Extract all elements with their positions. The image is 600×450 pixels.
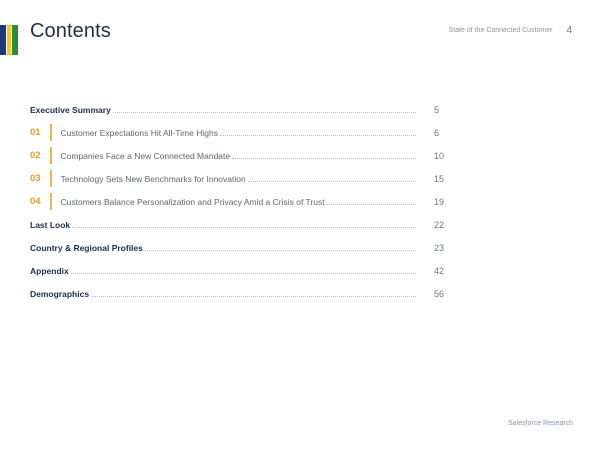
toc-entry-country-regional-profiles[interactable] [30, 236, 452, 259]
toc-entry-page: 23 [434, 242, 445, 253]
chapter-divider [50, 193, 52, 210]
toc-entry-chapter-01[interactable] [30, 121, 452, 144]
dot-leader [91, 296, 416, 297]
chapter-number: 03 [30, 173, 41, 184]
toc-entry-page: 10 [434, 150, 445, 161]
dot-leader [232, 158, 416, 159]
toc-entry-executive-summary[interactable] [30, 98, 452, 121]
toc-entry-label: Executive Summary [30, 104, 111, 115]
chapter-number: 04 [30, 196, 41, 207]
toc-entry-chapter-02[interactable] [30, 144, 452, 167]
chapter-number: 01 [30, 127, 41, 138]
stripe-green [12, 25, 18, 55]
toc-entry-page: 56 [434, 288, 445, 299]
toc-entry-chapter-03[interactable] [30, 167, 452, 190]
toc-entry-label: Country & Regional Profiles [30, 242, 143, 253]
dot-leader [220, 135, 416, 136]
dot-leader [248, 181, 416, 182]
toc-entry-demographics[interactable] [30, 282, 452, 305]
dot-leader [327, 204, 416, 205]
toc-entry-label: Technology Sets New Benchmarks for Innovation [60, 173, 246, 184]
page-title: Contents [30, 20, 111, 42]
dot-leader [71, 273, 416, 274]
toc-entry-label: Customer Expectations Hit All-Time Highs [60, 127, 218, 138]
chapter-divider [50, 170, 52, 187]
toc-entry-page: 22 [434, 219, 445, 230]
toc-entry-page: 19 [434, 196, 445, 207]
brand-color-stripes [0, 25, 18, 55]
toc-entry-page: 5 [434, 104, 440, 115]
dot-leader [113, 112, 416, 113]
toc-entry-page: 42 [434, 265, 445, 276]
dot-leader [72, 227, 416, 228]
toc-entry-chapter-04[interactable] [30, 190, 452, 213]
toc-entry-last-look[interactable] [30, 213, 452, 236]
footer-brand: Salesforce Research [508, 420, 573, 427]
table-of-contents [30, 98, 452, 305]
toc-entry-label: Companies Face a New Connected Mandate [60, 150, 231, 161]
report-name: State of the Connected Customer [448, 27, 553, 34]
chapter-number: 02 [30, 150, 41, 161]
toc-entry-label: Demographics [30, 288, 90, 299]
page-number: 4 [566, 25, 572, 36]
toc-entry-label: Appendix [30, 265, 69, 276]
running-header [449, 25, 572, 36]
toc-entry-label: Last Look [30, 219, 71, 230]
toc-entry-page: 15 [434, 173, 445, 184]
dot-leader [145, 250, 416, 251]
chapter-divider [50, 147, 52, 164]
chapter-divider [50, 124, 52, 141]
toc-entry-label: Customers Balance Personalization and Privacy Amid a Crisis of Trust [60, 196, 325, 207]
toc-entry-appendix[interactable] [30, 259, 452, 282]
toc-entry-page: 6 [434, 127, 440, 138]
